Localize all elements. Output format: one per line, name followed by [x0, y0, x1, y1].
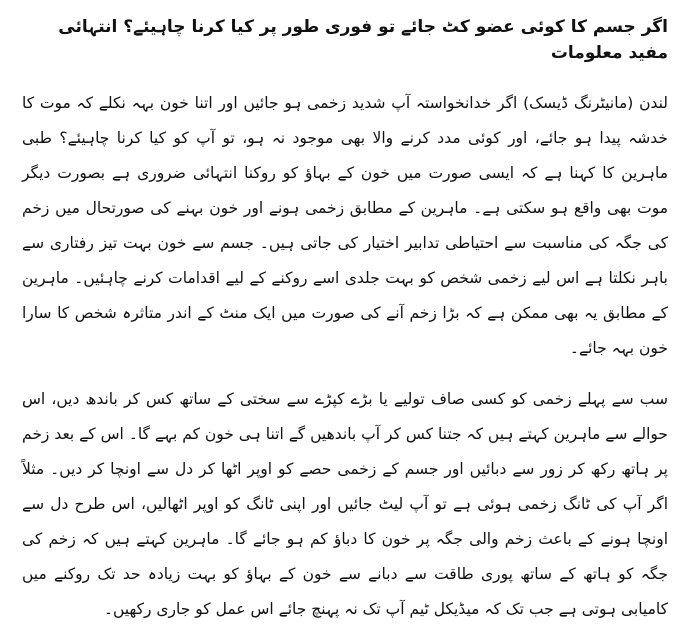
article-paragraph-2: سب سے پہلے زخمی کو کسی صاف تولیے یا بڑے کپڑے سے سختی کے ساتھ کس کر باندھ دیں، اس حوالے سے ماہرین کہتے ہیں کہ جتنا کس کر آپ باندھیں گے اتنا ہی خون کم بہے گا۔ اس کے بعد زخم پر ہاتھ رکھ کر زور سے دبائیں اور جسم کے زخمی حصے کو اوپر اٹھا کر دل سے اونچا کر دیں۔ مثلاً اگر آپ کی ٹانگ زخمی ہوئی ہے تو آپ لیٹ جائیں اور اپنی ٹانگ کو اوپر اٹھالیں، اس طرح دل سے اونچا ہونے کے باعث زخم والی جگہ پر خون کا دباؤ کم ہو جائے گا۔ ماہرین کہتے ہیں کہ زخم کی جگہ کو ہاتھ کے ساتھ پوری طاقت سے دبانے سے خون کے بہاؤ کو بہت زیادہ حد تک روکنے میں کامیابی ہوتی ہے جب تک کہ میڈیکل ٹیم آپ تک نہ پہنچ جائے اس عمل کو جاری رکھیں۔: [22, 390, 668, 618]
article-headline: اگر جسم کا کوئی عضو کٹ جائے تو فوری طور پر کیا کرنا چاہیئے؟ انتہائی مفید معلومات: [58, 17, 668, 63]
article-paragraph-1: لندن (مانیٹرنگ ڈیسک) اگر خدانخواستہ آپ شدید زخمی ہو جائیں اور اتنا خون بہہ نکلے کہ موت کا خدشہ پیدا ہو جائے، اور کوئی مدد کرنے والا بھی موجود نہ ہو، تو آپ کو کیا کرنا چاہیئے؟ طبی ماہرین کا کہنا ہے کہ ایسی صورت میں خون کے بہاؤ کو روکنا انتہائی ضروری ہے بصورت دیگر موت بھی واقع ہو سکتی ہے۔ ماہرین کے مطابق زخمی ہونے اور خون بہنے کی صورتحال میں زخم کی جگہ کی مناسبت سے احتیاطی تدابیر اختیار کی جاتی ہیں۔ جسم سے خون بہت تیز رفتاری سے باہر نکلتا ہے اس لیے زخمی شخص کو بہت جلدی اسے روکنے کے لیے اقدامات کرنے چاہئیں۔ ماہرین کے مطابق یہ بھی ممکن ہے کہ بڑا زخم آنے کی صورت میں ایک منٹ کے اندر متاثرہ شخص کا سارا خون بہہ جائے۔: [22, 94, 668, 357]
